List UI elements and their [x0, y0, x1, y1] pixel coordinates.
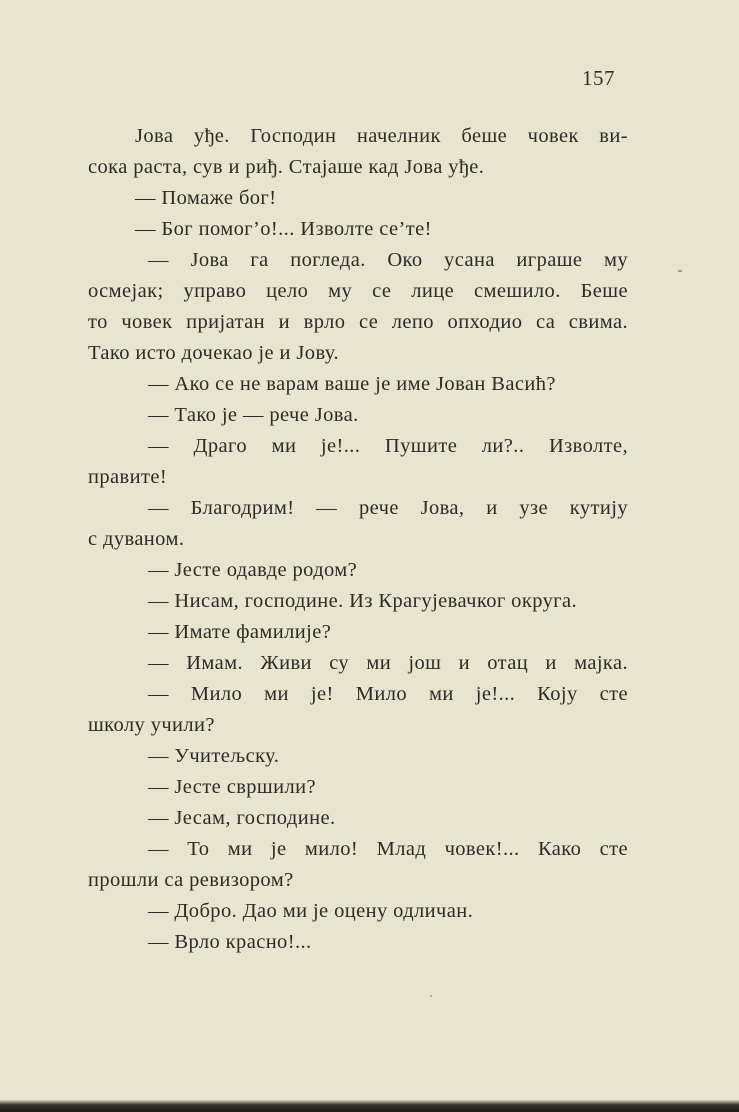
text-line: — Јесам, господине. [148, 807, 336, 829]
text-line: — Благодрим! — рече Јова, и узе кутију [148, 497, 628, 519]
text-line: с дуваном. [88, 528, 185, 550]
text-line: — Драго ми је!... Пушите ли?.. Изволте, [148, 435, 628, 457]
text-line: — Тако је — рече Јова. [148, 404, 359, 426]
text-line: — Јова га погледа. Око усана играше му [148, 249, 628, 271]
text-line: Тако исто дочекао је и Јову. [88, 342, 339, 364]
text-line: — Врло красно!... [148, 931, 312, 953]
paper-speck [430, 995, 432, 997]
text-line: — Ако се не варам ваше је име Јован Васић? [148, 373, 556, 395]
page-text [88, 121, 628, 958]
text-line: — Јесте одавде родом? [148, 559, 358, 581]
text-line: — Имам. Живи су ми још и отац и мајка. [148, 652, 628, 674]
text-line: — Бог помог’о!... Изволте се’те! [135, 218, 432, 240]
page-number: 157 [582, 66, 615, 90]
text-line: — Помаже бог! [135, 187, 277, 209]
text-line: — Нисам, господине. Из Крагујевачког округа. [148, 590, 578, 612]
text-line: — Мило ми је! Мило ми је!... Коју сте [148, 683, 628, 705]
text-line: прошли са ревизором? [88, 869, 294, 891]
text-line: — Добро. Дао ми је оцену одличан. [148, 900, 474, 922]
text-line: правите! [88, 466, 168, 488]
scan-bottom-edge [0, 1100, 739, 1112]
text-line: Јова уђе. Господин начелник беше човек ви- [135, 125, 628, 147]
text-line: — Учитељску. [148, 745, 280, 767]
text-line: — Јесте свршили? [148, 776, 316, 798]
text-line: сока раста, сув и риђ. Стајаше кад Јова уђе. [88, 156, 485, 178]
paper-speck [678, 270, 682, 272]
text-line: то човек пријатан и врло се лепо опходио са свима. [88, 311, 628, 333]
text-line: осмејак; управо цело му се лице смешило. Беше [88, 280, 628, 302]
text-line: — Имате фамилије? [148, 621, 332, 643]
text-line: — То ми је мило! Млад човек!... Како сте [148, 838, 628, 860]
text-line: школу учили? [88, 714, 215, 736]
